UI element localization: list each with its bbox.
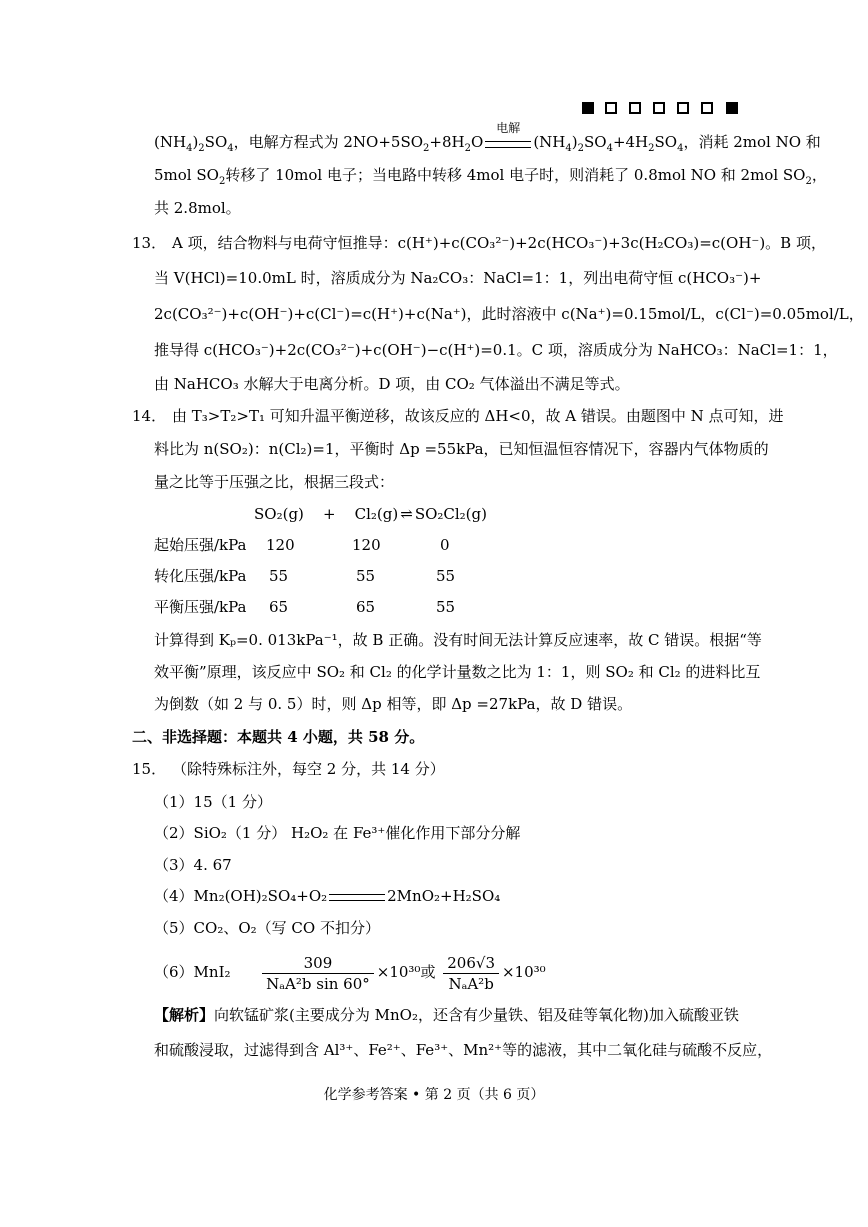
q14-line-6: 为倒数（如 2 与 0. 5）时，则 Δp 相等，即 Δp =27kPa，故 D 错误。 [154,695,633,713]
q13-line-5: 由 NaHCO₃ 水解大于电离分析。D 项，由 CO₂ 气体溢出不满足等式。 [154,375,630,393]
q14-line-4: 计算得到 Kₚ=0. 013kPa⁻¹，故 B 正确。没有时间无法计算反应速率，故 C 错误。根据“等 [154,631,762,649]
q12-line-3: 共 2.8mol。 [154,199,241,217]
analysis-line-2: 和硫酸浸取，过滤得到含 Al³⁺、Fe²⁺、Fe³⁺、Mn²⁺等的滤液，其中二氧化硅与硫酸不反应， [154,1041,773,1059]
electrolysis-arrow: 电解 [483,133,533,153]
header-square [629,102,641,114]
header-square [701,102,713,114]
formula-fraction-2: $\frac{206√3}{\text{NₐA²b}}$ [443,953,499,994]
q15-answer-4: （4）Mn₂(OH)₂SO₄+O₂ 2MnO₂+H₂SO₄ [154,887,501,905]
q15-answer-5: （5）CO₂、O₂（写 CO 不扣分） [154,919,380,937]
q15-answer-2: （2）SiO₂（1 分） H₂O₂ 在 Fe³⁺催化作用下部分分解 [154,824,521,842]
q13-number: 13． [132,234,167,252]
q15-intro: （除特殊标注外，每空 2 分，共 14 分） [172,760,445,778]
q12-line-2: 5mol $SO_2$转移了 10mol 电子；当电路中转移 4mol 电子时，则消耗了 0.8mol NO 和 2mol $SO_2$， [154,166,827,187]
q14-line-2: 料比为 n(SO₂)：n(Cl₂)=1，平衡时 Δp =55kPa，已知恒温恒容情况下，容器内气体物质的 [154,440,769,458]
q13-line-2: 当 V(HCl)=10.0mL 时，溶质成分为 Na₂CO₃：NaCl=1：1，列出电荷守恒 c(HCO₃⁻)+ [154,269,762,287]
q13-line-1: A 项，结合物料与电荷守恒推导：c(H⁺)+c(CO₃²⁻)+2c(HCO₃⁻)+3c(H₂CO₃)=c(OH⁻)。B 项， [172,234,826,252]
q14-line-1: 由 T₃>T₂>T₁ 可知升温平衡逆移，故该反应的 ΔH<0，故 A 错误。由题图中 N 点可知，进 [172,407,784,425]
q15-answer-3: （3）4. 67 [154,856,232,874]
header-square-filled [582,102,594,114]
q14-line-5: 效平衡”原理，该反应中 SO₂ 和 Cl₂ 的化学计量数之比为 1：1，则 SO₂ 和 Cl₂ 的进料比互 [154,663,761,681]
q13-line-4: 推导得 c(HCO₃⁻)+2c(CO₃²⁻)+c(OH⁻)−c(H⁺)=0.1。C 项，溶质成分为 NaHCO₃：NaCl=1：1， [154,341,838,359]
section-heading: 二、非选择题：本题共 4 小题，共 58 分。 [132,728,425,746]
ice-row-start: 起始压强/kPa 120 120 0 [154,536,450,554]
q15-answer-6: （6）MnI₂ $\frac{309}{\text{NₐA²b sin 60°}}$ ×10³⁰或 $\frac{206√3}{\text{NₐA²b}}$ ×10³⁰ [154,953,546,993]
formula-fraction-1: $\frac{309}{\text{NₐA²b sin 60°}}$ [262,953,374,994]
q15-number: 15． [132,760,167,778]
header-square [677,102,689,114]
q13-line-3: 2c(CO₃²⁻)+c(OH⁻)+c(Cl⁻)=c(H⁺)+c(Na⁺)，此时溶液中 c(Na⁺)=0.15mol/L，c(Cl⁻)=0.05mol/L， [154,305,864,323]
equilibrium-arrow-icon: ⇌ [400,505,413,523]
ice-row-change: 转化压强/kPa 55 55 55 [154,567,456,585]
q14-number: 14． [132,407,167,425]
q14-line-3: 量之比等于压强之比，根据三段式： [154,473,395,491]
page-footer: 化学参考答案 • 第 2 页（共 6 页） [323,1087,545,1103]
q15-answer-1: （1）15（1 分） [154,793,272,811]
header-square [653,102,665,114]
q14-equation: SO₂(g) + Cl₂(g) ⇌ SO₂Cl₂(g) [254,505,487,523]
header-square [605,102,617,114]
header-square-filled [726,102,738,114]
analysis-line-1: 【解析】向软锰矿浆(主要成分为 MnO₂，还含有少量铁、铝及硅等氧化物)加入硫酸亚铁 [154,1006,739,1024]
ice-row-equilibrium: 平衡压强/kPa 65 65 55 [154,598,456,616]
q12-line-1: $(NH_4)_2SO_4$，电解方程式为 $2NO+5SO_2+8H_2O$ 电解 $(NH_4)_2SO_4+4H_2SO_4$，消耗 2mol NO 和 [154,121,821,154]
